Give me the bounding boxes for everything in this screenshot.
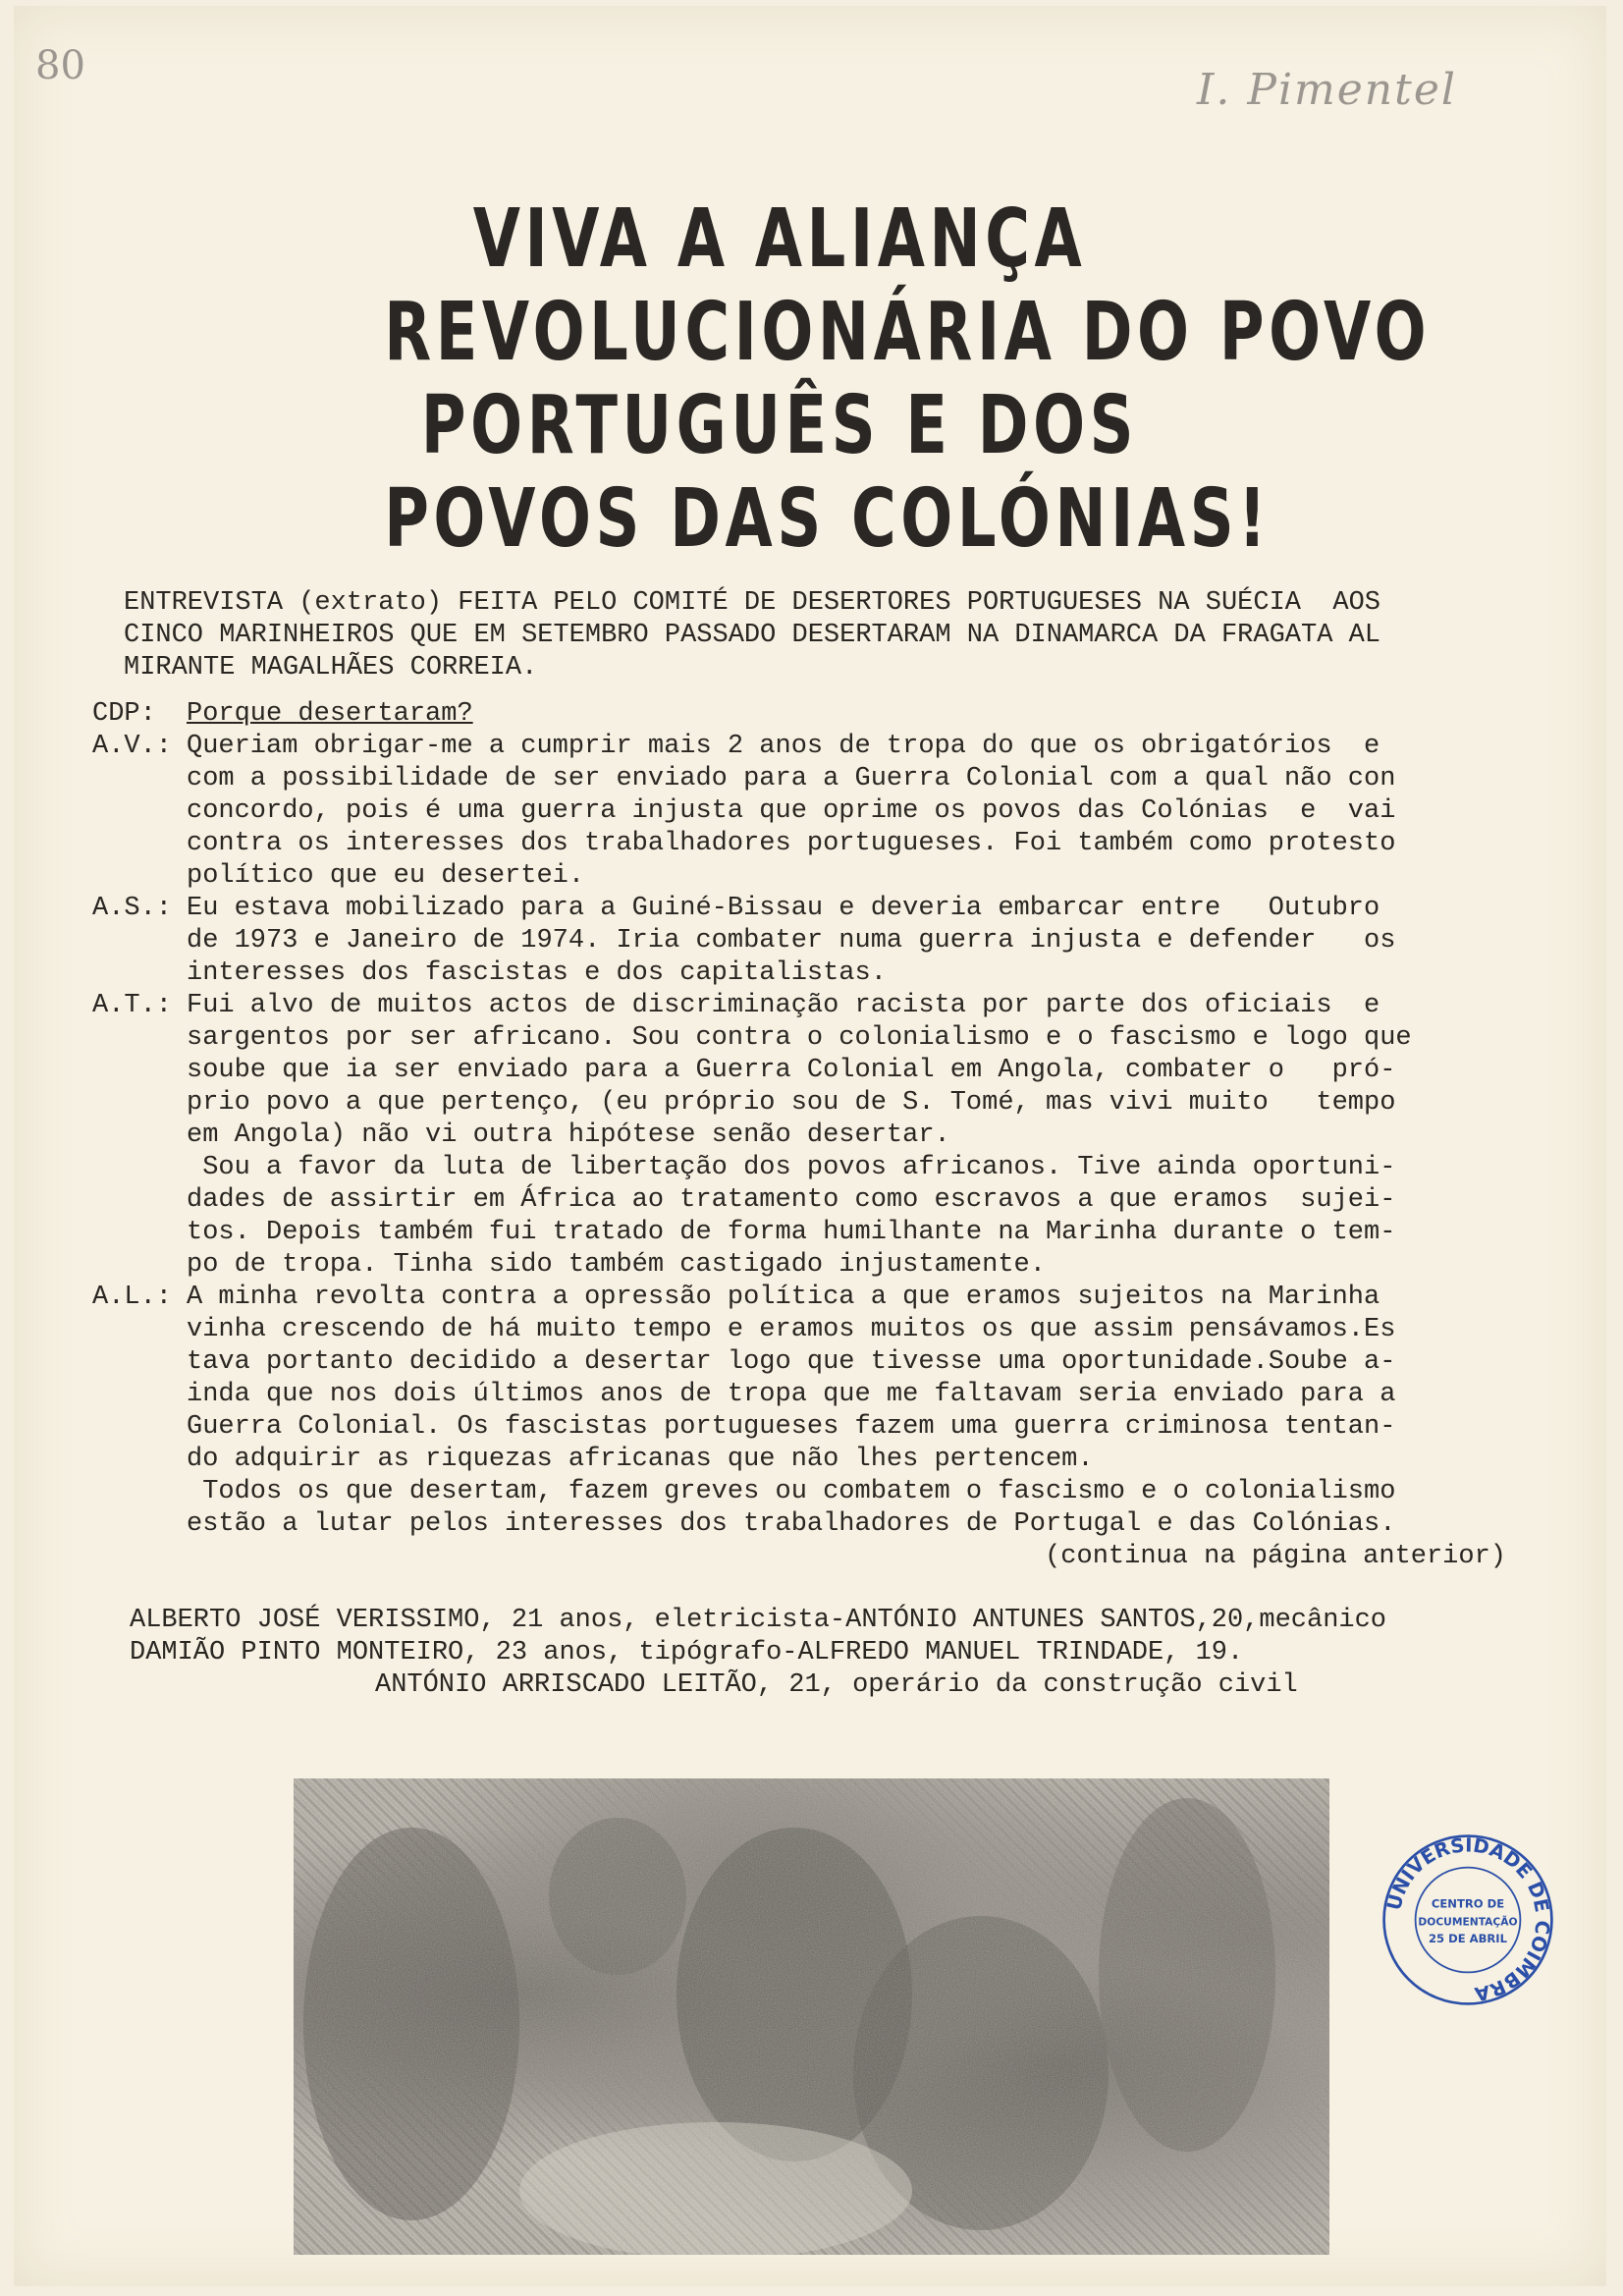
answer-line: po de tropa. Tinha sido também castigado injustamente. [187,1250,1046,1280]
answer-line: com a possibilidade de ser enviado para a Guerra Colonial com a qual não con [187,764,1396,793]
answer-line: Todos os que desertam, fazem greves ou combatem o fascismo e o colonialismo [187,1477,1396,1506]
answer-line: concordo, pois é uma guerra injusta que oprime os povos das Colónias e vai [187,796,1396,826]
question-speaker: CDP: [92,699,156,729]
answer-line: A minha revolta contra a opressão política a que eramos sujeitos na Marinha [187,1283,1380,1312]
interview-body [92,698,1545,1573]
headline [384,192,1432,566]
intro-line: CINCO MARINHEIROS QUE EM SETEMBRO PASSADO DESERTARAM NA DINAMARCA DA FRAGATA AL [124,621,1381,650]
answer-line: sargentos por ser africano. Sou contra o colonialismo e o fascismo e logo que [187,1023,1412,1053]
answer-line: estão a lutar pelos interesses dos trabalhadores de Portugal e das Colónias. [187,1509,1396,1539]
stamp-ring-text: UNIVERSIDADE DE COIMBRA [1382,1833,1554,2006]
answer-av [92,731,1545,893]
answer-al [92,1282,1545,1541]
answer-line: em Angola) não vi outra hipótese senão desertar. [187,1121,950,1150]
question-text: Porque desertaram? [187,699,473,729]
answer-line: Guerra Colonial. Os fascistas portugueses fazem uma guerra criminosa tentan- [187,1412,1396,1442]
answer-line: tos. Depois também fui tratado de forma humilhante na Marinha durante o tem- [187,1218,1396,1247]
answer-line: soube que ia ser enviado para a Guerra Colonial em Angola, combater o pró- [187,1056,1396,1085]
pencil-page-number: 80 [35,43,85,88]
answer-speaker: A.T.: [92,991,173,1020]
answer-speaker: A.V.: [92,732,173,761]
stamp-center-line: 25 DE ABRIL [1429,1932,1507,1946]
signature-line: ANTÓNIO ARRISCADO LEITÃO, 21, operário da construção civil [375,1670,1298,1700]
answer-line: prio povo a que pertenço, (eu próprio sou de S. Tomé, mas vivi muito tempo [187,1088,1396,1118]
answer-line: Eu estava mobilizado para a Guiné-Bissau e deveria embarcar entre Outubro [187,894,1380,923]
headline-line: PORTUGUÊS E DOS [420,379,1139,472]
answer-line: Queriam obrigar-me a cumprir mais 2 anos de tropa do que os obrigatórios e [187,732,1380,761]
question-row [92,698,1545,731]
answer-speaker: A.L.: [92,1283,173,1312]
answer-line: do adquirir as riquezas africanas que não lhes pertencem. [187,1445,1094,1474]
answer-line: político que eu desertei. [187,861,585,891]
pencil-author-note: I. Pimentel [1197,65,1457,115]
stamp-seal-icon [1380,1832,1555,2007]
halftone-photo [294,1778,1329,2255]
university-stamp [1380,1832,1555,2007]
document-page [14,6,1606,2286]
answer-line: vinha crescendo de há muito tempo e eramos muitos os que assim pensávamos.Es [187,1315,1396,1344]
answer-at [92,990,1545,1282]
signature-line: DAMIÃO PINTO MONTEIRO, 23 anos, tipógrafo-ALFREDO MANUEL TRINDADE, 19. [130,1638,1244,1667]
answer-speaker: A.S.: [92,894,173,923]
stamp-center-line: CENTRO DE [1431,1896,1505,1911]
closing-note: (continua na página anterior) [1045,1542,1506,1571]
headline-line: REVOLUCIONÁRIA DO POVO [384,286,1432,379]
answer-line: de 1973 e Janeiro de 1974. Iria combater numa guerra injusta e defender os [187,926,1396,956]
answer-as [92,893,1545,990]
answer-line: inda que nos dois últimos anos de tropa que me faltavam seria enviado para a [187,1380,1396,1409]
headline-line: POVOS DAS COLÓNIAS! [384,472,1271,566]
answer-line: dades de assirtir em África ao tratamento como escravos a que eramos sujei- [187,1185,1396,1215]
signatures [130,1605,1543,1702]
intro-line: MIRANTE MAGALHÃES CORREIA. [124,653,538,683]
answer-line: contra os interesses dos trabalhadores portugueses. Foi também como protesto [187,829,1396,858]
interview-intro [124,587,1528,684]
photo-image-icon [294,1778,1329,2255]
headline-line: VIVA A ALIANÇA [472,192,1087,286]
intro-line: ENTREVISTA (extrato) FEITA PELO COMITÉ DE DESERTORES PORTUGUESES NA SUÉCIA AOS [124,588,1381,618]
stamp-center-line: DOCUMENTAÇÃO [1418,1915,1518,1929]
answer-line: Sou a favor da luta de libertação dos povos africanos. Tive ainda oportuni- [187,1153,1396,1182]
signature-line: ALBERTO JOSÉ VERISSIMO, 21 anos, eletricista-ANTÓNIO ANTUNES SANTOS,20,mecânico [130,1606,1387,1635]
answer-line: interesses dos fascistas e dos capitalistas. [187,958,887,988]
answer-line: Fui alvo de muitos actos de discriminação racista por parte dos oficiais e [187,991,1380,1020]
answer-line: tava portanto decidido a desertar logo que tivesse uma oportunidade.Soube a- [187,1347,1396,1377]
